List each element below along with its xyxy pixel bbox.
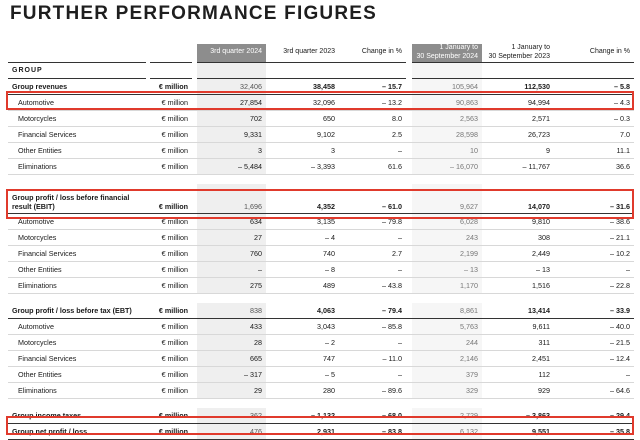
row-label: Automotive — [8, 94, 146, 110]
value-q3-2024: – — [197, 261, 266, 277]
value-q3-2024: 838 — [197, 303, 266, 319]
value-ytd-2024: – 16,070 — [412, 158, 482, 174]
header-q3-2023: 3rd quarter 2023 — [266, 44, 339, 62]
value-q3-2024: 9,331 — [197, 126, 266, 142]
value-q3-2023: 9,102 — [266, 126, 339, 142]
value-change-quarter: – 15.7 — [339, 78, 406, 94]
table-row — [8, 350, 634, 366]
value-q3-2023: 3,135 — [266, 213, 339, 229]
value-ytd-2024: 329 — [412, 382, 482, 398]
row-label: Other Entities — [8, 366, 146, 382]
value-ytd-2023: – 11,767 — [482, 158, 554, 174]
row-unit: € million — [150, 382, 192, 398]
value-q3-2023: – 8 — [266, 261, 339, 277]
value-ytd-2023: 9,810 — [482, 213, 554, 229]
value-change-quarter: – 11.0 — [339, 350, 406, 366]
row-unit: € million — [150, 366, 192, 382]
row-label: Motorcycles — [8, 229, 146, 245]
table-row — [8, 382, 634, 398]
value-q3-2023: – 5 — [266, 366, 339, 382]
value-change-quarter: – 79.4 — [339, 303, 406, 319]
row-label: Other Entities — [8, 142, 146, 158]
value-q3-2024: 28 — [197, 334, 266, 350]
value-change-quarter: – 13.2 — [339, 94, 406, 110]
value-change-quarter: – 83.8 — [339, 423, 406, 439]
value-ytd-2024: 2,563 — [412, 110, 482, 126]
value-change-quarter: – 85.8 — [339, 318, 406, 334]
table-row — [8, 318, 634, 334]
value-q3-2023: 3 — [266, 142, 339, 158]
table-row — [8, 334, 634, 350]
value-ytd-2023: 9,611 — [482, 318, 554, 334]
value-q3-2024: 275 — [197, 277, 266, 293]
row-label: Motorcycles — [8, 110, 146, 126]
value-ytd-2023: 14,070 — [482, 184, 554, 214]
value-ytd-2023: 2,449 — [482, 245, 554, 261]
value-ytd-2024: 2,146 — [412, 350, 482, 366]
row-label: Eliminations — [8, 158, 146, 174]
value-change-ytd: – — [554, 366, 634, 382]
value-q3-2024: 476 — [197, 423, 266, 439]
row-unit: € million — [150, 245, 192, 261]
table-row — [8, 110, 634, 126]
row-label: Group net profit / loss — [8, 423, 146, 439]
value-q3-2023: 2,931 — [266, 423, 339, 439]
value-ytd-2024: 8,861 — [412, 303, 482, 319]
row-unit: € million — [150, 94, 192, 110]
value-ytd-2024: 2,199 — [412, 245, 482, 261]
value-ytd-2024: – 2,729 — [412, 408, 482, 424]
table-row — [8, 229, 634, 245]
value-ytd-2024: 10 — [412, 142, 482, 158]
value-change-quarter: 61.6 — [339, 158, 406, 174]
value-q3-2023: 4,063 — [266, 303, 339, 319]
row-label: Automotive — [8, 213, 146, 229]
value-change-ytd: – 12.4 — [554, 350, 634, 366]
row-unit: € million — [150, 110, 192, 126]
value-q3-2024: – 5,484 — [197, 158, 266, 174]
row-unit: € million — [150, 126, 192, 142]
value-change-quarter: – — [339, 261, 406, 277]
value-q3-2023: – 2 — [266, 334, 339, 350]
value-change-ytd: – 35.8 — [554, 423, 634, 439]
value-q3-2024: 27 — [197, 229, 266, 245]
value-q3-2023: 280 — [266, 382, 339, 398]
row-unit: € million — [150, 318, 192, 334]
value-ytd-2023: 112,530 — [482, 78, 554, 94]
row-unit: € million — [150, 142, 192, 158]
value-change-quarter: – — [339, 229, 406, 245]
header-q3-2024: 3rd quarter 2024 — [197, 44, 266, 62]
row-label: Group revenues — [8, 78, 146, 94]
value-change-ytd: – 33.9 — [554, 303, 634, 319]
value-change-quarter: – — [339, 366, 406, 382]
value-q3-2023: 650 — [266, 110, 339, 126]
value-ytd-2023: 308 — [482, 229, 554, 245]
value-change-ytd: – — [554, 261, 634, 277]
value-ytd-2024: 90,863 — [412, 94, 482, 110]
page-title: FURTHER PERFORMANCE FIGURES — [10, 3, 378, 24]
value-change-ytd: 7.0 — [554, 126, 634, 142]
value-change-quarter: – — [339, 334, 406, 350]
group-label: GROUP — [8, 62, 146, 78]
value-ytd-2024: 5,763 — [412, 318, 482, 334]
row-label: Group profit / loss before tax (EBT) — [8, 303, 146, 319]
value-q3-2024: 1,696 — [197, 184, 266, 214]
row-label: Financial Services — [8, 350, 146, 366]
table-row — [8, 408, 634, 424]
value-q3-2023: – 4 — [266, 229, 339, 245]
value-change-quarter: 2.7 — [339, 245, 406, 261]
value-ytd-2023: 26,723 — [482, 126, 554, 142]
value-q3-2023: – 1,132 — [266, 408, 339, 424]
value-ytd-2024: 28,598 — [412, 126, 482, 142]
row-label: Financial Services — [8, 126, 146, 142]
value-q3-2024: 3 — [197, 142, 266, 158]
value-q3-2024: 29 — [197, 382, 266, 398]
row-label: Eliminations — [8, 382, 146, 398]
value-q3-2024: 702 — [197, 110, 266, 126]
value-q3-2023: 747 — [266, 350, 339, 366]
value-change-ytd: 11.1 — [554, 142, 634, 158]
row-unit: € million — [150, 229, 192, 245]
value-change-ytd: – 40.0 — [554, 318, 634, 334]
value-ytd-2024: 105,964 — [412, 78, 482, 94]
row-unit: € million — [150, 303, 192, 319]
value-change-ytd: – 21.1 — [554, 229, 634, 245]
row-unit: € million — [150, 184, 192, 214]
value-change-quarter: – 79.8 — [339, 213, 406, 229]
row-label: Group profit / loss before financial result (EBIT) — [8, 184, 146, 214]
value-q3-2024: 634 — [197, 213, 266, 229]
value-ytd-2023: – 3,863 — [482, 408, 554, 424]
row-label: Financial Services — [8, 245, 146, 261]
value-q3-2023: 4,352 — [266, 184, 339, 214]
value-ytd-2023: – 13 — [482, 261, 554, 277]
table-row — [8, 423, 634, 439]
header-blank-unit — [150, 44, 192, 62]
header-blank-label — [8, 44, 146, 62]
value-q3-2023: 32,096 — [266, 94, 339, 110]
table-row — [8, 184, 634, 214]
value-ytd-2024: 6,132 — [412, 423, 482, 439]
row-unit: € million — [150, 158, 192, 174]
value-change-quarter: 8.0 — [339, 110, 406, 126]
value-ytd-2024: 379 — [412, 366, 482, 382]
row-unit: € million — [150, 350, 192, 366]
value-q3-2023: – 3,393 — [266, 158, 339, 174]
row-label: Other Entities — [8, 261, 146, 277]
value-change-quarter: – 43.8 — [339, 277, 406, 293]
header-row — [8, 44, 634, 62]
table-row — [8, 158, 634, 174]
value-q3-2023: 489 — [266, 277, 339, 293]
value-ytd-2023: 9 — [482, 142, 554, 158]
value-change-ytd: – 29.4 — [554, 408, 634, 424]
value-ytd-2024: 6,028 — [412, 213, 482, 229]
value-ytd-2023: 311 — [482, 334, 554, 350]
value-q3-2023: 740 — [266, 245, 339, 261]
value-q3-2024: 760 — [197, 245, 266, 261]
table-row — [8, 213, 634, 229]
table-row — [8, 94, 634, 110]
value-q3-2023: 38,458 — [266, 78, 339, 94]
row-unit: € million — [150, 261, 192, 277]
value-q3-2024: 665 — [197, 350, 266, 366]
header-ytd-2024: 1 January to 30 September 2024 — [412, 44, 482, 62]
value-q3-2024: 32,406 — [197, 78, 266, 94]
row-label: Motorcycles — [8, 334, 146, 350]
value-change-ytd: – 64.6 — [554, 382, 634, 398]
value-ytd-2023: 9,551 — [482, 423, 554, 439]
value-ytd-2023: 94,994 — [482, 94, 554, 110]
row-unit: € million — [150, 423, 192, 439]
table-row — [8, 277, 634, 293]
value-change-ytd: 36.6 — [554, 158, 634, 174]
table-row — [8, 126, 634, 142]
row-unit: € million — [150, 408, 192, 424]
value-change-ytd: – 22.8 — [554, 277, 634, 293]
value-ytd-2023: 929 — [482, 382, 554, 398]
value-change-ytd: – 10.2 — [554, 245, 634, 261]
value-ytd-2023: 1,516 — [482, 277, 554, 293]
value-ytd-2024: 243 — [412, 229, 482, 245]
value-change-ytd: – 0.3 — [554, 110, 634, 126]
value-change-ytd: – 5.8 — [554, 78, 634, 94]
table-row — [8, 245, 634, 261]
value-q3-2024: – 362 — [197, 408, 266, 424]
value-ytd-2024: 1,170 — [412, 277, 482, 293]
row-label: Group income taxes — [8, 408, 146, 424]
value-change-ytd: – 38.6 — [554, 213, 634, 229]
value-change-quarter: – 68.0 — [339, 408, 406, 424]
performance-table — [8, 44, 634, 440]
table-row — [8, 261, 634, 277]
value-change-quarter: 2.5 — [339, 126, 406, 142]
value-change-quarter: – 89.6 — [339, 382, 406, 398]
value-ytd-2024: 244 — [412, 334, 482, 350]
table-row — [8, 303, 634, 319]
value-change-quarter: – 61.0 — [339, 184, 406, 214]
group-label-row — [8, 62, 634, 78]
value-ytd-2024: 9,627 — [412, 184, 482, 214]
value-ytd-2023: 2,571 — [482, 110, 554, 126]
value-change-ytd: – 4.3 — [554, 94, 634, 110]
header-ytd-2023: 1 January to 30 September 2023 — [482, 44, 554, 62]
row-label: Automotive — [8, 318, 146, 334]
row-unit: € million — [150, 78, 192, 94]
row-unit: € million — [150, 213, 192, 229]
table-row — [8, 366, 634, 382]
value-q3-2024: 433 — [197, 318, 266, 334]
value-q3-2023: 3,043 — [266, 318, 339, 334]
value-ytd-2024: – 13 — [412, 261, 482, 277]
table-row — [8, 142, 634, 158]
header-change-ytd: Change in % — [554, 44, 634, 62]
value-change-ytd: – 31.6 — [554, 184, 634, 214]
header-change-quarter: Change in % — [339, 44, 406, 62]
value-ytd-2023: 2,451 — [482, 350, 554, 366]
table-row — [8, 78, 634, 94]
value-q3-2024: – 317 — [197, 366, 266, 382]
value-ytd-2023: 112 — [482, 366, 554, 382]
value-change-ytd: – 21.5 — [554, 334, 634, 350]
row-unit: € million — [150, 334, 192, 350]
row-unit: € million — [150, 277, 192, 293]
value-ytd-2023: 13,414 — [482, 303, 554, 319]
value-change-quarter: – — [339, 142, 406, 158]
row-label: Eliminations — [8, 277, 146, 293]
value-q3-2024: 27,854 — [197, 94, 266, 110]
